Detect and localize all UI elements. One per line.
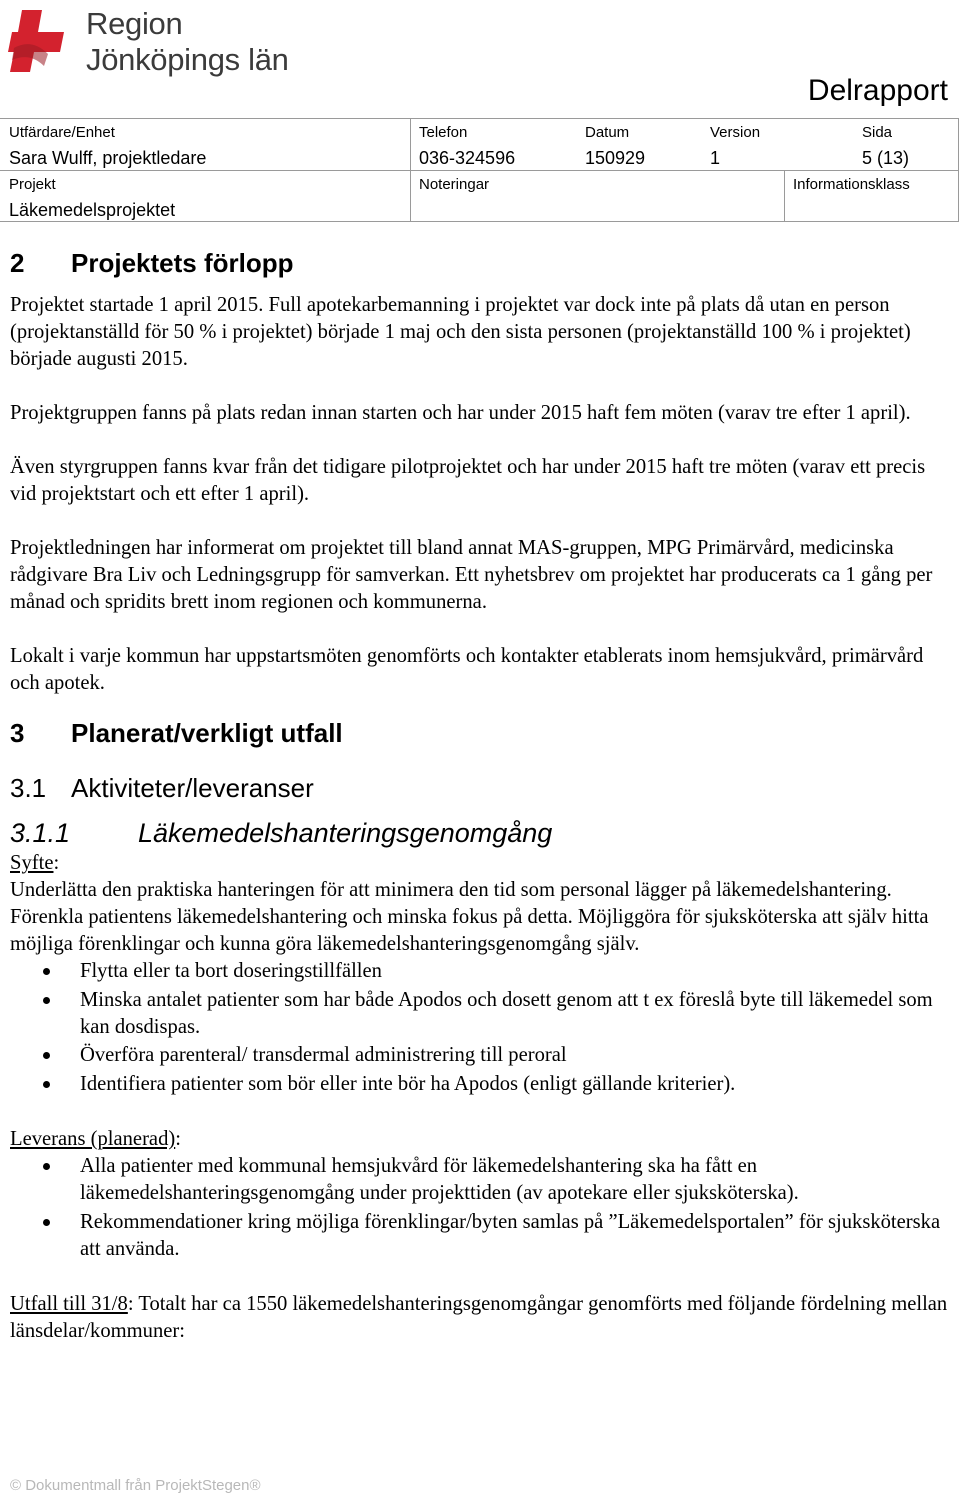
phone-label: Telefon <box>419 124 468 141</box>
issuer-label: Utfärdare/Enhet <box>9 124 115 141</box>
document-type: Delrapport <box>807 74 948 107</box>
section-2-paragraph-4: Projektledningen har informerat om projektet till bland annat MAS-gruppen, MPG Primärvård, medicinska rådgivare Bra Liv och Ledningsgrupp för samverkan. Ett nyhetsbrev om projektet har producerats ca 1 gång per månad och spridits brett inom regionen och kommunerna. <box>10 537 933 613</box>
project-label: Projekt <box>9 176 56 193</box>
list-item: Överföra parenteral/ transdermal administrering till peroral <box>10 1042 950 1069</box>
purpose-label-line: Syfte: <box>10 852 60 874</box>
date-cell <box>576 118 701 170</box>
delivery-label-line: Leverans (planerad): <box>10 1128 181 1150</box>
purpose-paragraph-1: Underlätta den praktiska hanteringen för att minimera den tid som personal lägger på läkemedelshantering. <box>10 879 892 901</box>
logo-line-1: Region <box>86 6 183 41</box>
outcome-label: Utfall till 31/8 <box>10 1293 128 1315</box>
list-item: Flytta eller ta bort doseringstillfällen <box>10 958 950 985</box>
page-value: 5 (13) <box>862 148 910 168</box>
section-2-paragraph-5: Lokalt i varje kommun har uppstartsmöten genomförts och kontakter etablerats inom hemsjukvård, primärvård och apotek. <box>10 645 924 694</box>
information-class-label: Informationsklass <box>793 176 910 193</box>
section-3-heading: 3 Planerat/verkligt utfall <box>10 718 343 748</box>
list-item: Minska antalet patienter som har både Apodos och dosett genom att t ex föreslå byte till läkemedel som kan dosdispas. <box>10 987 950 1041</box>
section-2-heading: 2 Projektets förlopp <box>10 248 294 278</box>
page-label: Sida <box>862 124 893 141</box>
issuer-cell <box>0 118 410 170</box>
project-value: Läkemedelsprojektet <box>9 200 176 220</box>
purpose-paragraph-2: Förenkla patientens läkemedelshantering och minska fokus på detta. Möjliggöra för sjuksköterska att själv hitta möjliga förenklingar och kunna göra läkemedelshanteringsgenomgång själv. <box>10 906 929 955</box>
logo-line-2: Jönköpings län <box>86 42 289 77</box>
page-cell <box>853 118 958 170</box>
version-value: 1 <box>710 148 721 168</box>
list-item: Rekommendationer kring möjliga förenklingar/byten samlas på ”Läkemedelsportalen” för sjuksköterska att använda. <box>10 1209 950 1263</box>
information-class-cell <box>784 170 958 222</box>
phone-cell <box>410 118 576 170</box>
region-cross-logo-icon <box>8 8 76 72</box>
phone-value: 036-324596 <box>419 148 516 168</box>
header-table <box>0 118 959 222</box>
region-logo <box>8 4 298 80</box>
issuer-value: Sara Wulff, projektledare <box>9 148 207 168</box>
document-body <box>10 240 950 1345</box>
notes-cell <box>410 170 784 222</box>
version-cell <box>701 118 853 170</box>
section-2-paragraph-3: Även styrgruppen fanns kvar från det tidigare pilotprojektet och har under 2015 haft tre möten (varav ett precis vid projektstart och ett efter 1 april). <box>10 456 926 505</box>
section-3-1-heading: 3.1 Aktiviteter/leveranser <box>10 773 314 803</box>
footer-copyright: © Dokumentmall från ProjektStegen® <box>10 1477 261 1494</box>
section-3-1-1-heading: 3.1.1 Läkemedelshanteringsgenomgång <box>10 818 553 848</box>
section-2-paragraph-1: Projektet startade 1 april 2015. Full apotekarbemanning i projektet var dock inte på plats då utan en person (projektanställd för 50 % i projektet) började 1 maj och den sista personen (projektanställd 100 % i projektet) började augusti 2015. <box>10 294 911 370</box>
purpose-label: Syfte <box>10 852 54 874</box>
date-value: 150929 <box>585 148 646 168</box>
section-2-paragraph-2: Projektgruppen fanns på plats redan innan starten och har under 2015 haft fem möten (varav tre efter 1 april). <box>10 402 911 424</box>
version-label: Version <box>710 124 761 141</box>
list-item: Alla patienter med kommunal hemsjukvård för läkemedelshantering ska ha fått en läkemedelshanteringsgenomgång under projekttiden (av apotekare eller sjuksköterska). <box>10 1153 950 1207</box>
project-cell <box>0 170 410 222</box>
list-item: Identifiera patienter som bör eller inte bör ha Apodos (enligt gällande kriterier). <box>10 1071 950 1098</box>
delivery-bullet-list <box>10 1153 950 1263</box>
notes-label: Noteringar <box>419 176 490 193</box>
date-label: Datum <box>585 124 630 141</box>
purpose-bullet-list <box>10 958 950 1098</box>
delivery-label: Leverans (planerad) <box>10 1128 176 1150</box>
outcome-paragraph: Utfall till 31/8: Totalt har ca 1550 läkemedelshanteringsgenomgångar genomförts med följande fördelning mellan länsdelar/kommuner: <box>10 1293 948 1342</box>
